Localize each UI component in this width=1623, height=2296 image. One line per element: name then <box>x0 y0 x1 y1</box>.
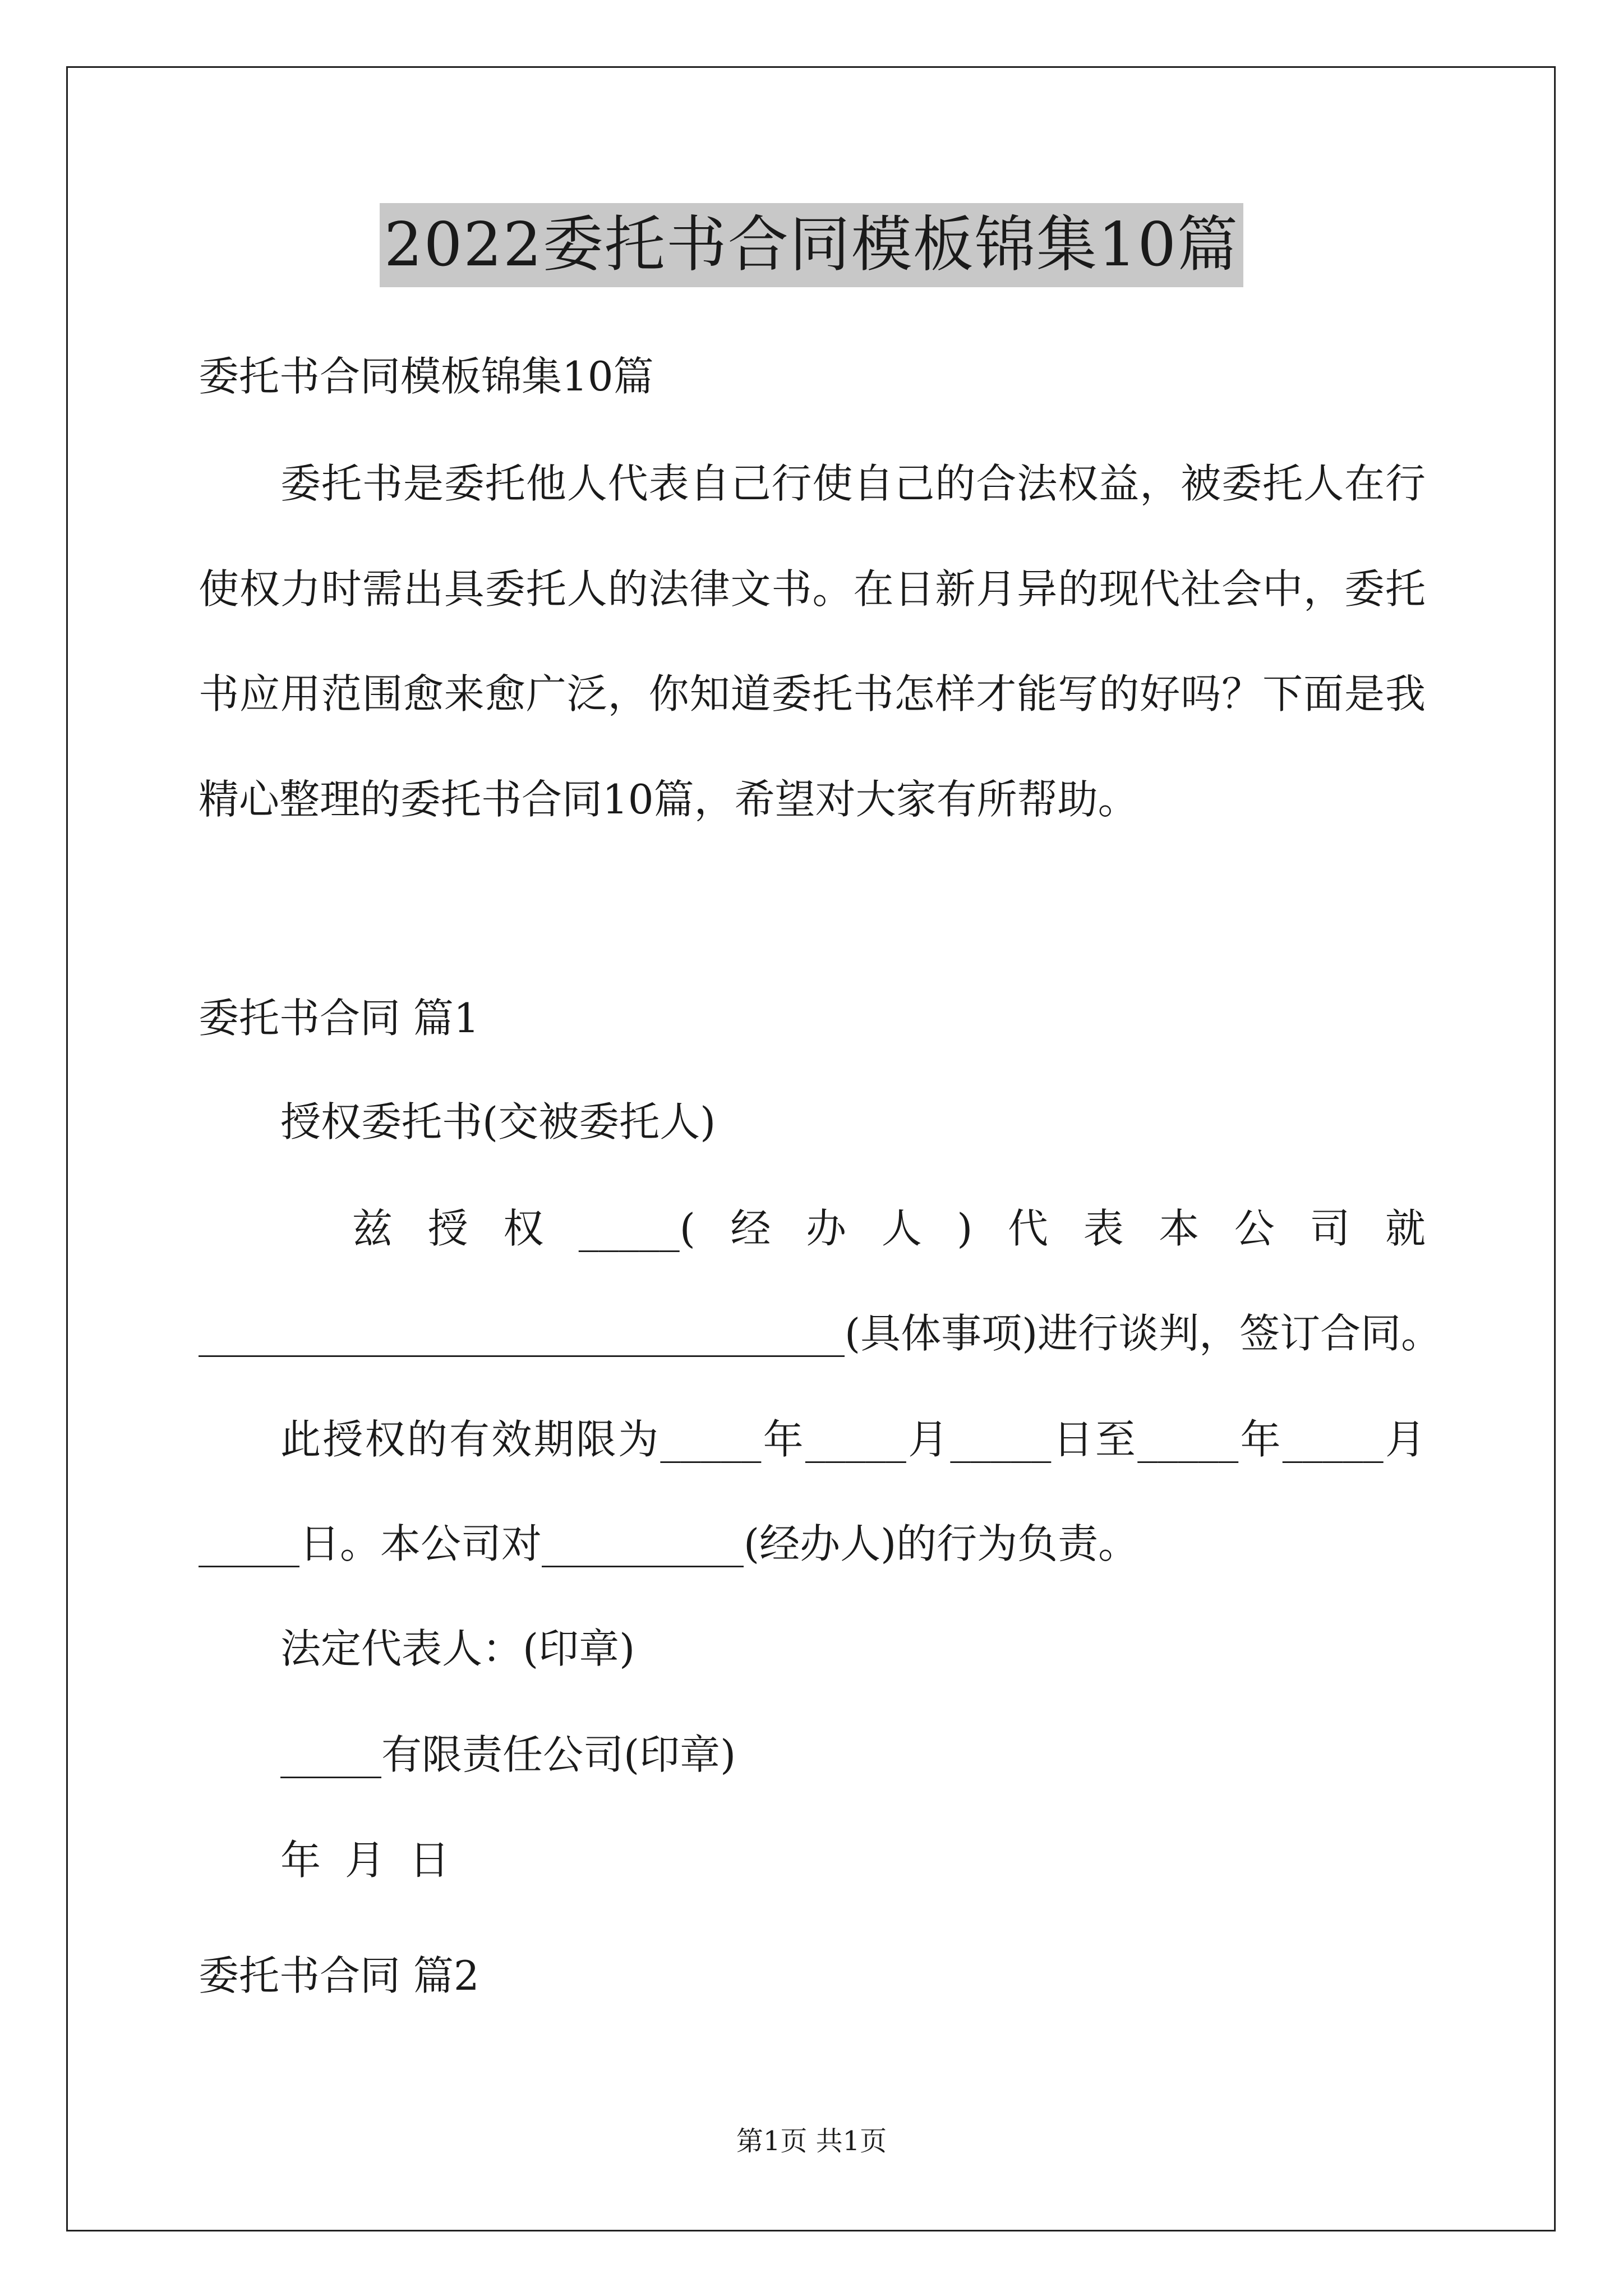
section1-line-8: 年 月 日 <box>280 1837 450 1884</box>
intro-line-1: 委托书是委托他人代表自己行使自己的合法权益，被委托人在行 <box>280 460 1426 507</box>
section1-line-2: 兹授权_____(经办人)代表本公司就 <box>352 1205 1426 1252</box>
document-subtitle: 委托书合同模板锦集10篇 <box>199 353 654 400</box>
section1-line-3: ________________________________(具体事项)进行谈判，签订合同。 <box>199 1310 1442 1357</box>
section1-line-4: 此授权的有效期限为_____年_____月_____日至_____年_____月 <box>280 1416 1426 1463</box>
intro-line-3: 书应用范围愈来愈广泛，你知道委托书怎样才能写的好吗？下面是我 <box>199 670 1426 717</box>
intro-line-2: 使权力时需出具委托人的法律文书。在日新月异的现代社会中，委托 <box>199 565 1426 613</box>
section1-line-6: 法定代表人：(印章) <box>280 1625 635 1672</box>
section2-heading: 委托书合同 篇2 <box>199 1952 479 1999</box>
section1-heading: 委托书合同 篇1 <box>199 995 479 1042</box>
intro-line-4: 精心整理的委托书合同10篇，希望对大家有所帮助。 <box>199 776 1138 823</box>
title-container <box>0 203 1623 287</box>
section1-line-1: 授权委托书(交被委托人) <box>280 1098 716 1145</box>
section1-line-7: _____有限责任公司(印章) <box>280 1731 736 1778</box>
document-title: 2022委托书合同模板锦集10篇 <box>380 203 1243 287</box>
page-footer: 第1页 共1页 <box>736 2125 887 2157</box>
section1-line-5: _____日。本公司对__________(经办人)的行为负责。 <box>199 1520 1139 1567</box>
